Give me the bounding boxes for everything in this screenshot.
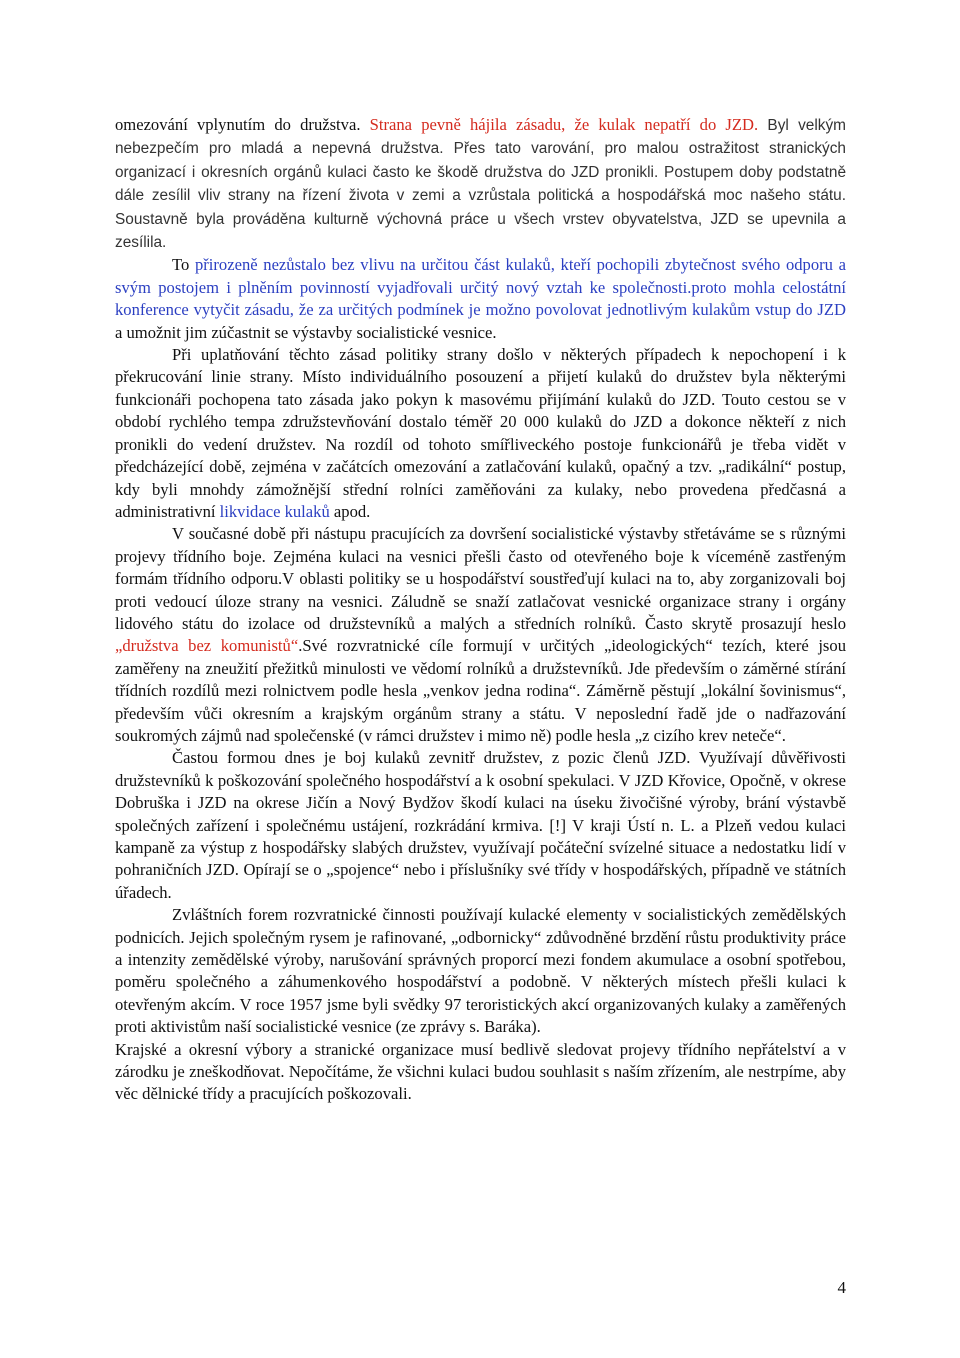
p3-text: Při uplatňování těchto zásad politiky strany došlo v některých případech k nepochopení i k překrucování linie strany. Místo individuálního posouzení a přijetí kulaků do družstev byla některými funkcionáři pochopena tato zásada jako pokyn k masovému přijímání kulaků do JZD. Touto cestou se v období rychlého tempa združstevňování dostalo téměř 20 000 kulaků do JZD a dokonce někteří z nich pronikli do vedení družstev. Na rozdíl od tohoto smířliveckého postoje funkcionářů je třeba vidět v předcházející době, zejména v začátcích omezování a zatlačování kulaků, opačný a tzv. „radikální“ postup, kdy byli mnohdy zámožnější střední rolníci zaměňováni za kulaky, nebo provedena předčasná a administrativní (115, 345, 846, 521)
p2-highlight-blue-1: přirozeně nezůstalo bez vlivu na určitou část kulaků, kteří pochopili zbytečnost svého odporu a svým postojem i plněním povinností vyjadřovali určitý nový vztah ke společnosti. (115, 255, 846, 297)
paragraph-7: Krajské a okresní výbory a stranické organizace musí bedlivě sledovat projevy třídního nepřátelství a v zárodku je zneškodňovat. Nepočítáme, že všichni kulaci budou souhlasit s naším zřízením, ale nestrpíme, aby věc dělnické třídy a pracujících poškozovali. (115, 1039, 846, 1104)
p1-text-start: omezování vplynutím do družstva. (115, 115, 370, 134)
p3-text-end: apod. (329, 501, 371, 521)
p4-text-end: .Své rozvratnické cíle formují v určitých „ideologických“ tezích, které jsou zaměřeny na zneužití přežitků minulosti ve vědomí rolníků a družstevníků. Jde především o záměrné stírání třídních rozdílů mezi rolnictvem podle hesla „venkov jedna rodina“. Záměrně pěstují „lokální šovinismus“, především vůči okresním a krajským orgánům strany a státu. V neposlední řadě jde o nadřazování soukromých zájmů nad společenské (v rámci družstev i mimo ně) podle hesla „z cizího krev neteče“. (115, 636, 846, 745)
p2-text-start: To (172, 255, 195, 275)
paragraph-4 (115, 523, 846, 747)
p2-highlight-blue-2: proto mohla celostátní konference vytyčit zásadu, že za určitých podmínek je možno povolovat jednotlivým kulakům vstup do JZD (115, 277, 846, 320)
p3-highlight-blue: likvidace kulaků (219, 501, 330, 521)
paragraph-3 (115, 344, 846, 523)
body-text (115, 114, 846, 1106)
p4-highlight-red: „družstva bez komunistů“ (115, 636, 299, 656)
p1-highlight-red: Strana pevně hájila zásadu, že kulak nepatří do JZD. (369, 115, 759, 134)
page-number: 4 (837, 1278, 846, 1297)
paragraph-2 (115, 254, 846, 344)
p1-text-sans: Byl velkým nebezpečím pro mladá a nepevná družstva. Přes tato varování, pro malou ostražitost stranických organizací i okresních orgánů kulaci často ke škodě družstva do JZD pronikli. Postupem doby podstatně dále zesílil vliv strany na řízení života v zemi a vzrůstala politická a hospodářská moc našeho státu. Soustavně byla prováděna kulturně výchovná práce u všech vrstev obyvatelstva, JZD se upevnila a zesílila. (115, 117, 846, 252)
paragraph-6: Zvláštních forem rozvratnické činnosti používají kulacké elementy v socialistických zemědělských podnicích. Jejich společným rysem je rafinované, „odbornicky“ zdůvodněné brzdění růstu produktivity práce a intenzity zemědělské výroby, narušování správných proporcí mezi fondem akumulace a osobní spotřebou, poměru společného a záhumenkového hospodářství a podobně. V některých místech přešli kulaci k otevřeným akcím. V roce 1957 jsme byli svědky 97 teroristických akcí organizovaných kulaky a zaměřených proti aktivistům naší socialistické vesnice (ze zprávy s. Baráka). (115, 905, 846, 1037)
p2-text-end: a umožnit jim zúčastnit se výstavby socialistické vesnice. (115, 322, 497, 342)
paragraph-1 (115, 114, 846, 254)
paragraph-5: Častou formou dnes je boj kulaků zevnitř družstev, z pozic členů JZD. Využívají důvěřivosti družstevníků k poškozování společného hospodářství a k osobní spekulaci. V JZD Křovice, Opočně, v okrese Dobruška i JZD na okrese Jičín a Nový Bydžov škodí kulaci na úseku živočišné výroby, brání výstavbě společných zařízení i společnému ustájení, rozkrádání krmiva. [!] V kraji Ústí n. L. a Plzeň vedou kulaci kampaně za výstup z hospodářsky slabých družstev, využívají počáteční svízelné situace a nedostatku lidí v pohraničních JZD. Opírají se o „spojence“ nebo i příslušníky své třídy v hospodářských, případně ve státních úřadech. (115, 748, 846, 902)
p4-text: V současné době při nástupu pracujících za dovršení socialistické výstavby střetáváme se s různými projevy třídního boje. Zejména kulaci na vesnici přešli často od otevřeného boje k víceméně zastřeným formám třídního odporu.V oblasti politiky se u hospodářství soustřeďují kulaci na to, aby zorganizovali boj proti vedoucí úloze strany na vesnici. Záludně se snaží zatlačovat vesnické organizace strany i orgány lidového státu do izolace od družstevníků a malých a středních rolníků. Často skrytě prosazují heslo (115, 524, 846, 633)
